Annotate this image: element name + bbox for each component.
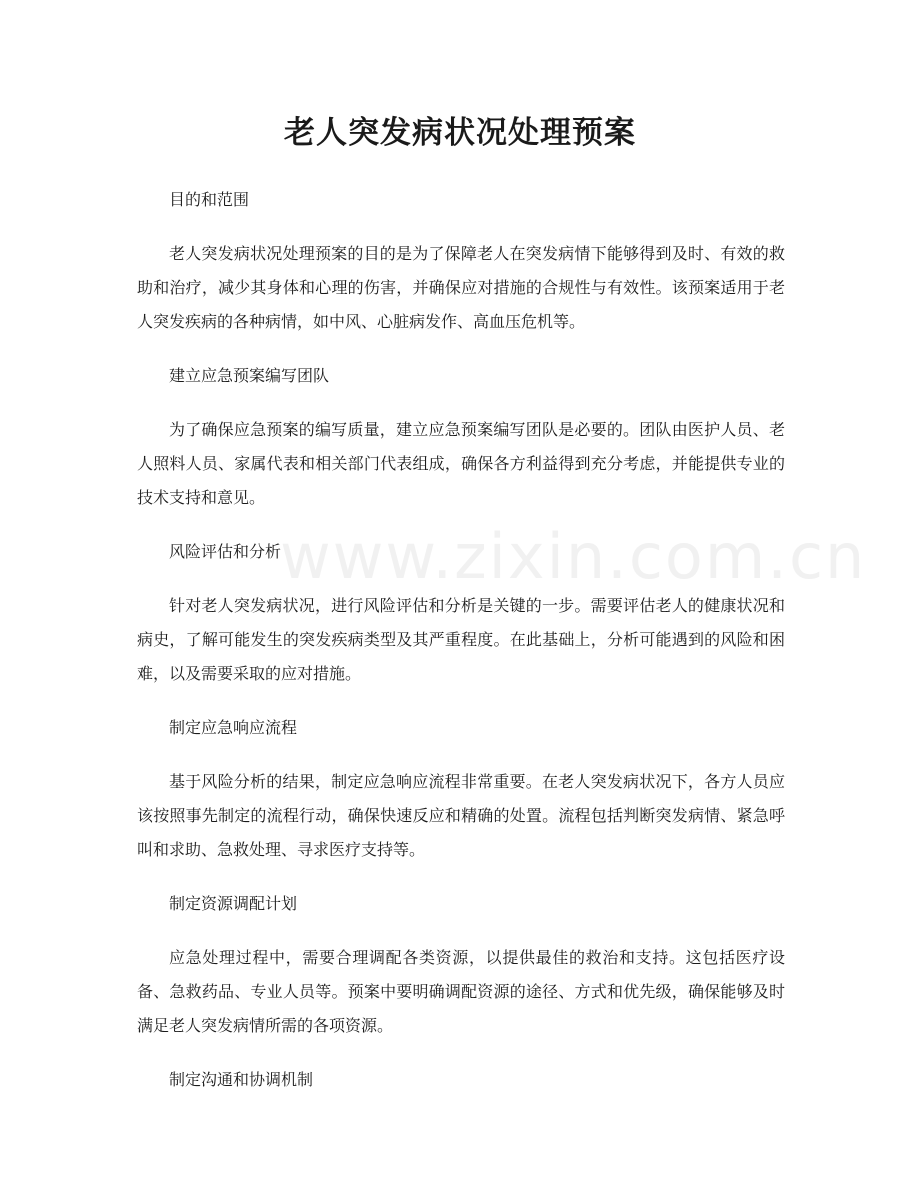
document-title: 老人突发病状况处理预案 [284,115,636,151]
section-heading-team: 建立应急预案编写团队 [169,366,330,385]
section-body-purpose: 老人突发病状况处理预案的目的是为了保障老人在突发病情下能够得到及时、有效的救助和治疗，减少其身体和心理的伤害，并确保应对措施的合规性与有效性。该预案适用于老人突发疾病的各种病情，如中风、心脏病发作、高血压危机等。 [137,244,785,331]
section-body-resources: 应急处理过程中，需要合理调配各类资源，以提供最佳的救治和支持。这包括医疗设备、急救药品、专业人员等。预案中要明确调配资源的途径、方式和优先级，确保能够及时满足老人突发病情所需的各项资源。 [137,948,785,1035]
watermark: www.zixin.com.cn [280,520,867,593]
section-body-team: 为了确保应急预案的编写质量，建立应急预案编写团队是必要的。团队由医护人员、老人照料人员、家属代表和相关部门代表组成，确保各方利益得到充分考虑，并能提供专业的技术支持和意见。 [137,420,785,507]
section-heading-risk: 风险评估和分析 [169,542,282,561]
section-heading-communication: 制定沟通和协调机制 [169,1070,314,1089]
section-heading-response-flow: 制定应急响应流程 [169,718,298,737]
section-heading-purpose: 目的和范围 [169,190,250,209]
section-heading-resources: 制定资源调配计划 [169,894,298,913]
section-body-response-flow: 基于风险分析的结果，制定应急响应流程非常重要。在老人突发病状况下，各方人员应该按照事先制定的流程行动，确保快速反应和精确的处置。流程包括判断突发病情、紧急呼叫和求助、急救处理、寻求医疗支持等。 [137,772,785,859]
section-body-risk: 针对老人突发病状况，进行风险评估和分析是关键的一步。需要评估老人的健康状况和病史，了解可能发生的突发疾病类型及其严重程度。在此基础上，分析可能遇到的风险和困难，以及需要采取的应对措施。 [137,596,785,683]
document-body [137,180,785,1100]
